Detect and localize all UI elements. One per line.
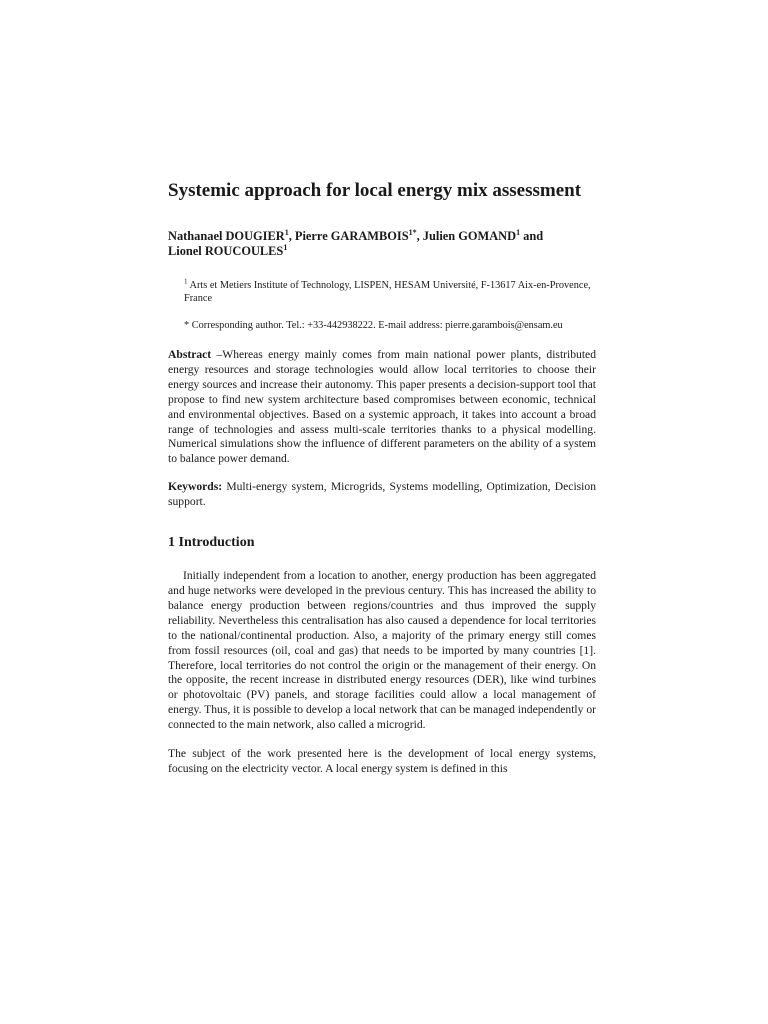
abstract-label: Abstract (168, 348, 212, 361)
author-name: Lionel ROUCOULES (168, 244, 284, 258)
author-name: Nathanael DOUGIER (168, 229, 285, 243)
affiliation (184, 279, 596, 305)
author-name: Pierre GARAMBOIS (294, 229, 409, 243)
author-name: Julien GOMAND (422, 229, 517, 243)
author-list (168, 229, 596, 259)
paper-title: Systemic approach for local energy mix assessment (168, 180, 582, 201)
author-separator: and (520, 229, 544, 243)
body-paragraph: Initially independent from a location to another, energy production has been aggregated and huge networks were developed in the previous century. This has increased the ability to balance energy production between regions/countries and thus improved the supply reliability. Nevertheless this centralisation has also caused a dependence for local territories to the national/continental production. Also, a majority of the primary energy still comes from fossil resources (oil, coal and gas) that needs to be imported by many countries [1]. Therefore, local territories do not control the origin or the management of their energy. On the opposite, the recent increase in distributed energy resources (DER), like wind turbines or photovoltaic (PV) panels, and storage facilities could allow a local management of energy. Thus, it is possible to develop a local network that can be managed independently or connected to the main network, also called a microgrid. (168, 569, 596, 732)
body-paragraph: The subject of the work presented here is the development of local energy systems, focusing on the electricity vector. A local energy system is defined in this (168, 747, 596, 775)
author-affiliation-mark: 1 (516, 227, 521, 237)
abstract (168, 348, 596, 467)
paper-content (168, 179, 596, 777)
abstract-text: –Whereas energy mainly comes from main national power plants, distributed energy resources and storage technologies would allow local territories to choose their energy sources and increase their autonomy. This paper presents a decision-support tool that propose to find new system architecture based compromises between economic, technical and environmental objectives. Based on a systemic approach, it takes into account a broad range of technologies and assess multi-scale territories thanks to a physical modelling. Numerical simulations show the influence of different parameters on the ability of a system to balance power demand. (168, 348, 596, 466)
corresponding-author-note: * Corresponding author. Tel.: +33-442938222. E-mail address: pierre.garambois@ensam.eu (184, 320, 563, 331)
keywords (168, 480, 596, 510)
author-separator: , (288, 229, 295, 243)
section-heading-introduction: 1 Introduction (168, 535, 255, 551)
affiliation-text: Arts et Metiers Institute of Technology, LISPEN, HESAM Université, F-13617 Aix-en-Provence, France (184, 280, 591, 304)
author-separator: , (416, 229, 423, 243)
affiliation-mark: 1 (184, 277, 188, 286)
keywords-label: Keywords: (168, 480, 223, 494)
author-affiliation-mark: 1* (408, 227, 417, 237)
keywords-text: Multi-energy system, Microgrids, Systems modelling, Optimization, Decision support. (168, 480, 596, 509)
author-affiliation-mark: 1 (283, 242, 288, 252)
author-affiliation-mark: 1 (284, 227, 289, 237)
